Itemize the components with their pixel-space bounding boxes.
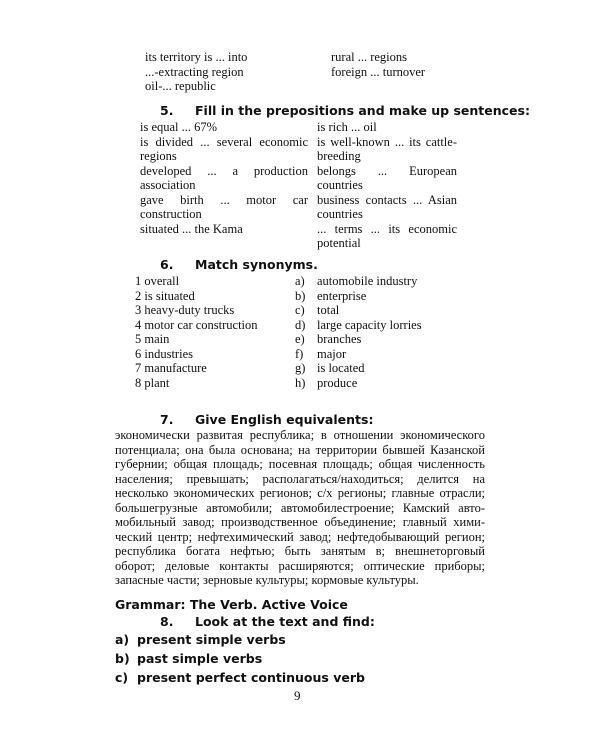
table-row (135, 289, 422, 304)
synonym-letter: a) (295, 274, 305, 288)
synonym-letter: c) (295, 303, 305, 317)
text-line: большегрузные автомобили; автомобилестроение; Камский авто- (115, 500, 485, 515)
list-item: developed ... a production (140, 163, 308, 178)
list-item: belongs ... European (317, 163, 457, 178)
synonym-right: branches (317, 332, 362, 346)
item-letter: b) (115, 651, 130, 666)
list-item: is divided ... several economic (140, 134, 308, 149)
list-item: ...-extracting region (145, 64, 244, 79)
exercise-6-number: 6. (160, 257, 174, 272)
exercise-5-title: Fill in the prepositions and make up sentences: (195, 103, 530, 118)
table-row (135, 274, 422, 289)
text-line: экономически развитая республика; в отношении экономического (115, 428, 485, 442)
list-item: gave birth ... motor car (140, 192, 308, 207)
item-text: present perfect continuous verb (137, 670, 365, 685)
synonym-letter: f) (295, 346, 304, 361)
exercise-8-title: Look at the text and find: (195, 614, 375, 629)
synonym-right: is located (317, 361, 365, 375)
list-item: situated ... the Kama (140, 221, 243, 236)
text-line: населения; превышать; располагаться/находиться; делится на (115, 471, 485, 486)
list-item: breeding (317, 149, 361, 163)
item-text: past simple verbs (137, 651, 263, 666)
list-item: potential (317, 236, 361, 250)
synonym-left: 8 plant (135, 375, 170, 390)
text-line: несколько экономических регионов; с/х регионы; главные отрасли; (115, 486, 485, 500)
synonym-left: 6 industries (135, 346, 193, 361)
list-item: is equal ... 67% (140, 120, 218, 134)
exercise-5-left-column (140, 120, 308, 236)
list-item: association (140, 178, 196, 192)
exercise-8-number: 8. (160, 614, 174, 629)
table-row (135, 303, 422, 318)
list-item: ... terms ... its economic (317, 221, 457, 236)
item-letter: c) (115, 670, 129, 685)
list-item: rural ... regions (331, 50, 408, 64)
synonym-right: enterprise (317, 288, 367, 303)
list-item: countries (317, 178, 363, 192)
synonym-left: 3 heavy-duty trucks (135, 303, 235, 317)
synonym-left: 7 manufacture (135, 361, 207, 375)
table-row (135, 318, 422, 333)
text-line: республика богата нефтью; быть занятым в; внешнеторговый (115, 544, 485, 558)
top-left-list (145, 50, 247, 94)
list-item: construction (140, 207, 202, 221)
synonym-right: total (317, 303, 340, 317)
exercise-5-number: 5. (160, 103, 174, 118)
text-line: мобильный завод; производственное объединение; главный хими- (115, 515, 485, 529)
top-right-list (331, 50, 425, 79)
list-item: regions (140, 149, 177, 163)
list-item: is rich ... oil (317, 120, 377, 134)
synonym-list (135, 274, 422, 390)
table-row (135, 332, 422, 347)
list-item: countries (317, 207, 363, 221)
synonym-right: large capacity lorries (317, 317, 422, 332)
synonym-left: 2 is situated (135, 288, 195, 303)
synonym-right: major (317, 346, 347, 361)
list-item: business contacts ... Asian (317, 192, 457, 207)
synonym-left: 1 overall (135, 274, 180, 288)
synonym-letter: d) (295, 317, 306, 332)
find-item-b (115, 651, 262, 667)
grammar-heading: Grammar: The Verb. Active Voice (115, 597, 348, 612)
russian-terms-paragraph (115, 428, 485, 588)
page-number: 9 (294, 688, 301, 703)
list-item: is well-known ... its cattle- (317, 134, 457, 149)
synonym-right: automobile industry (317, 274, 418, 288)
text-line: ческий центр; нефтехимический завод; нефтедобывающий регион; (115, 529, 485, 544)
list-item: foreign ... turnover (331, 64, 426, 79)
exercise-7-number: 7. (160, 412, 174, 427)
text-line: потенциала; она была основана; на территории бывшей Казанской (115, 442, 485, 457)
find-item-c (115, 670, 365, 686)
synonym-letter: e) (295, 332, 305, 346)
list-item: its territory is ... into (145, 50, 248, 64)
synonym-right: produce (317, 375, 358, 390)
list-item: oil-... republic (145, 79, 216, 93)
find-item-a (115, 632, 286, 648)
exercise-7-title: Give English equivalents: (195, 412, 374, 427)
synonym-letter: b) (295, 288, 306, 303)
text-line: губернии; общая площадь; посевная площадь; общая численность (115, 457, 485, 471)
table-row (135, 361, 422, 376)
item-text: present simple verbs (137, 632, 286, 647)
exercise-5-right-column (317, 120, 457, 251)
exercise-6-title: Match synonyms. (195, 257, 318, 272)
table-row (135, 376, 422, 391)
synonym-letter: h) (295, 375, 306, 390)
synonym-left: 4 motor car construction (135, 317, 258, 332)
text-line: запасные части; зерновые культуры; кормовые культуры. (115, 573, 419, 587)
text-line: оборот; деловые контакты расширяются; оптические приборы; (115, 558, 485, 573)
synonym-letter: g) (295, 361, 306, 375)
table-row (135, 347, 422, 362)
synonym-left: 5 main (135, 332, 170, 346)
item-letter: a) (115, 632, 130, 647)
